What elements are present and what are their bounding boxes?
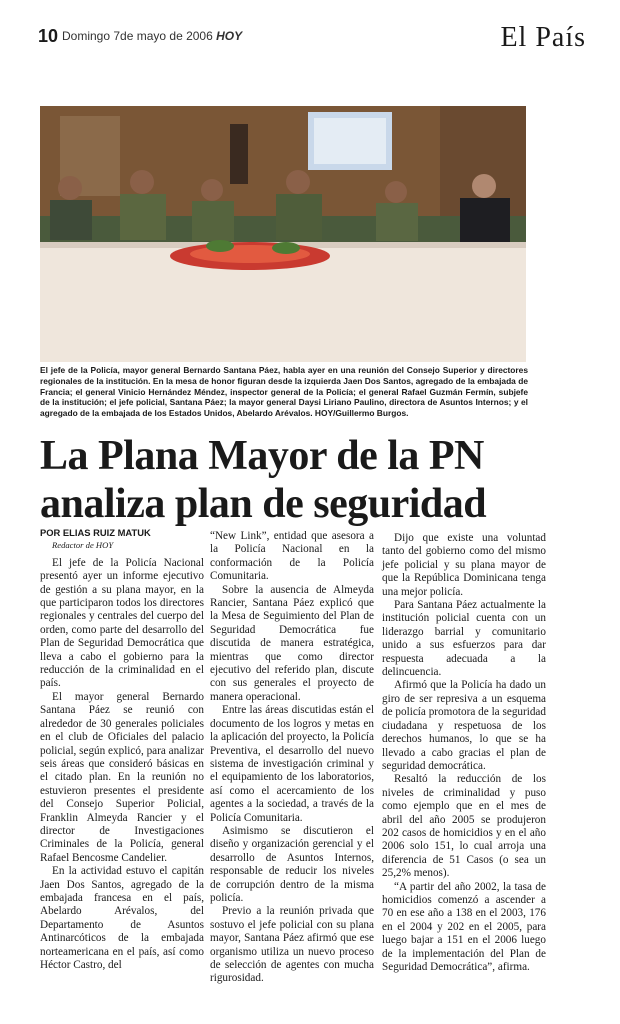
issue-date: Domingo 7de mayo de 2006 — [62, 29, 213, 43]
paragraph: Para Santana Páez actualmente la institución policial cuenta con un liderazgo barrial y comunitario unido a sus esfuerzos para dar respuesta adecuada a la delincuencia. — [382, 599, 546, 679]
headline-line-1: La Plana Mayor de la PN — [40, 433, 484, 479]
paragraph: Entre las áreas discutidas están el documento de los logros y metas en la aplicación del proyecto, la Policía Preventiva, el desarrollo del nuevo sistema de investigación criminal y el equipamiento de los laboratorios, así como el acercamiento de los agentes a la sociedad, a través de la Policía Comunitaria. — [210, 704, 374, 824]
news-photo — [40, 106, 526, 362]
paragraph: Dijo que existe una voluntad tanto del gobierno como del mismo jefe policial y su plana mayor de que la República Dominicana tenga una mejor policía. — [382, 532, 546, 598]
paragraph: Afirmó que la Policía ha dado un giro de ser represiva a un esquema de policía promotora de la seguridad ciudadana y respetuosa de los derechos humanos, lo que se ha llevado a cabo gracias el plan de seguridad democrática. — [382, 679, 546, 772]
paragraph: Sobre la ausencia de Almeyda Rancier, Santana Páez explicó que la Mesa de Seguimiento del Plan de Seguridad Democrática fue discutida de manera estratégica, mientras que como director ejecutivo del referido plan, discute con sus generales el proyecto de manera operacional. — [210, 583, 374, 703]
headline — [40, 432, 540, 528]
article-column-3 — [382, 532, 546, 974]
article-column-1 — [40, 526, 204, 972]
byline-role: Redactor de HOY — [52, 540, 114, 551]
paragraph: El mayor general Bernardo Santana Páez se reunió con alrededor de 30 generales policiales en el club de Oficiales del palacio policial, según explicó, para analizar seis áreas que consideró básicas en el citado plan. En la reunión no estuvieron presentes el presidente del Consejo Superior Policial, Franklin Almeyda Rancier y el director de Investigaciones Criminales de la Policía, general Rafael Bencosme Candelier. — [40, 690, 205, 864]
article-column-2 — [210, 530, 374, 986]
byline-author: POR ELIAS RUIZ MATUK — [40, 527, 151, 538]
photo-caption: El jefe de la Policía, mayor general Bernardo Santana Páez, habla ayer en una reunión del Consejo Superior y directores regionales de la institución. En la mesa de honor figuran desde la izquierda Jaen Dos Santos, agregado de la embajada de Francia; el general Vinicio Hernández Méndez, inspector general de la Policía; el general Rafael Guzmán Fermín, subjefe de la institución; el jefe policial, Santana Páez; la mayor general Daysi Liriano Paulino, directora de Asuntos Internos; y el agregado de la embajada de los Estados Unidos, Abelardo Arévalos. HOY/Guillermo Burgos. — [40, 365, 528, 419]
paragraph: “A partir del año 2002, la tasa de homicidios comenzó a ascender a 70 en ese año a 138 en el 2003, 176 en el 2004 y 202 en el 2005, para luego bajar a 151 en el 2006 luego de la implementación del Plan de Seguridad Democrática”, afirma. — [382, 880, 546, 973]
meeting-scene-illustration — [40, 106, 526, 362]
date-line — [62, 29, 242, 43]
page-number: 10 — [38, 26, 59, 46]
page-header — [38, 22, 586, 56]
paragraph: Asimismo se discutieron el diseño y organización gerencial y el desarrollo de Asuntos Internos, responsable de reducir los niveles de corrupción dentro de la misma policía. — [210, 824, 374, 904]
newspaper-brand: HOY — [216, 29, 243, 43]
paragraph: En la actividad estuvo el capitán Jaen Dos Santos, agregado de la embajada francesa en el país, Abelardo Arévalos, del Departamento de Asuntos Antinarcóticos de la embajada norteamericana en el país, así como Héctor Castro, del — [40, 865, 204, 971]
paragraph: Resaltó la reducción de los niveles de criminalidad y puso como ejemplo que en el mes de abril del año 2005 se produjeron 202 casos de homicidios y en el año 2006 solo 151, lo cual arroja una diferencia de 51 Casos (o sea un 25,2% menos). — [382, 773, 546, 880]
section-title: El País — [500, 22, 586, 53]
paragraph: El jefe de la Policía Nacional presentó ayer un informe ejecutivo de gestión a su plana mayor, en la que participaron todos los directores regionales y centrales del cuerpo del orden, como parte del desarrollo del Plan de Seguridad Democrática que lleva a cabo el gobierno para la reducción de la criminalidad en el país. — [40, 556, 204, 690]
paragraph: “New Link”, entidad que asesora a la Policía Nacional en la conformación de la Policía Comunitaria. — [210, 530, 374, 583]
headline-line-2: analiza plan de seguridad — [40, 481, 487, 527]
paragraph: Previo a la reunión privada que sostuvo el jefe policial con su plana mayor, Santana Páez afirmó que ese organismo utiliza un nuevo proceso de selección de agentes con mucha rigurosidad. — [210, 905, 374, 985]
